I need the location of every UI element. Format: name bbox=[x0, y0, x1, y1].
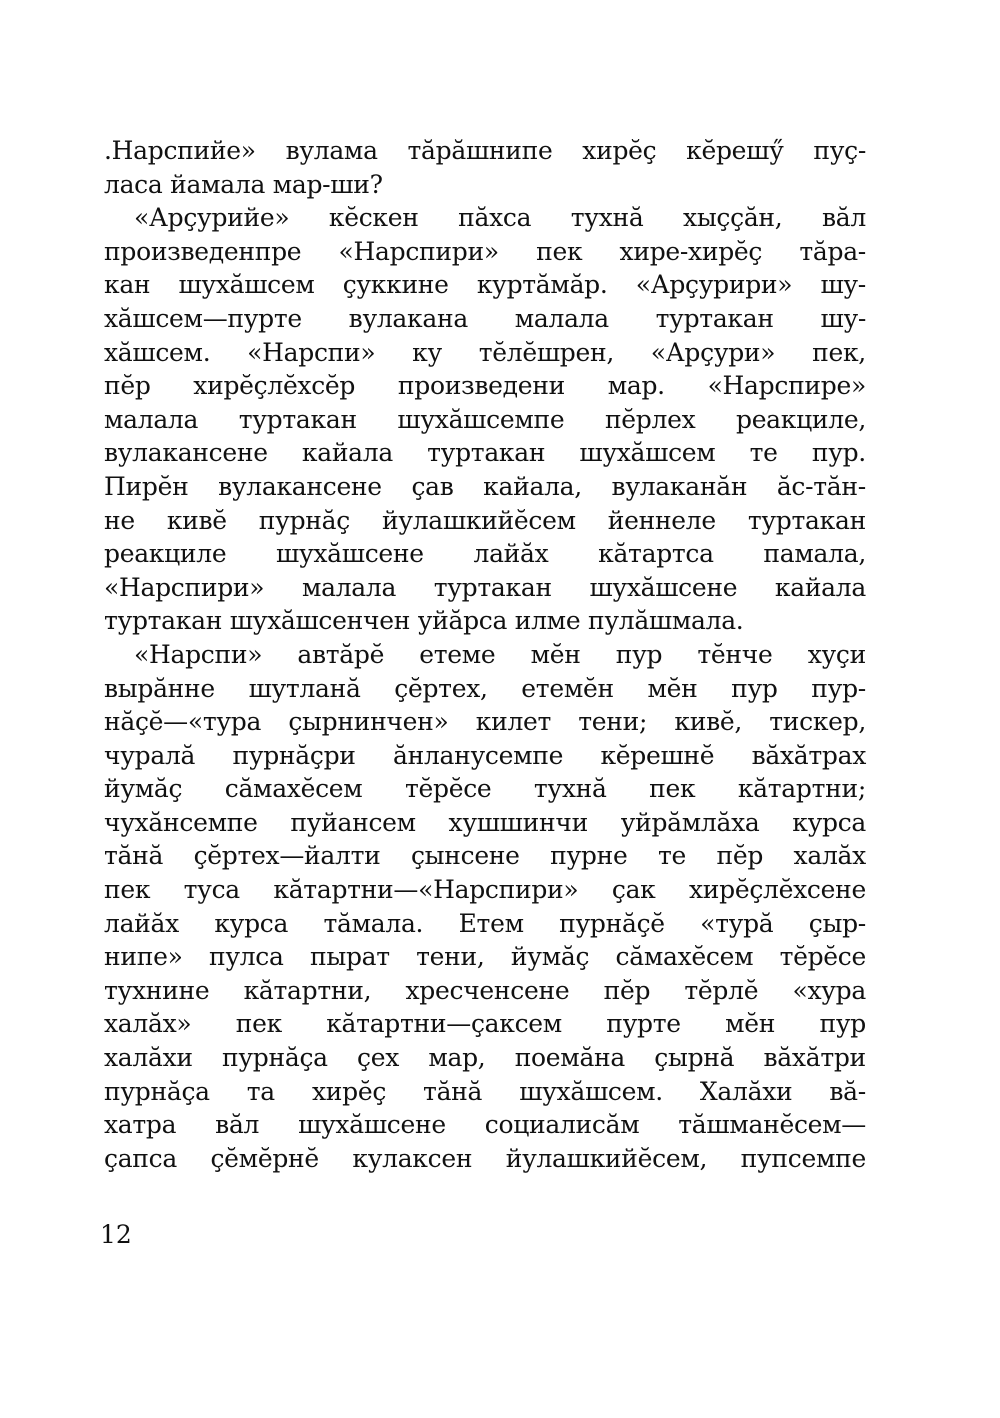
word: йумăç bbox=[104, 774, 183, 804]
word: хресченсене bbox=[405, 975, 570, 1005]
text-line-31 bbox=[104, 1142, 866, 1176]
word: «Нарспире» bbox=[707, 371, 866, 401]
word: ăс-тăн- bbox=[776, 471, 866, 501]
word: çав bbox=[411, 471, 454, 501]
word: мĕн bbox=[725, 1009, 776, 1039]
word: хушшинчи bbox=[448, 807, 588, 837]
text-line-27 bbox=[104, 1007, 866, 1041]
word: ăнланусемпе bbox=[392, 740, 564, 770]
word: халăх bbox=[793, 841, 866, 871]
word: пурнăçĕ bbox=[559, 908, 665, 938]
word: тухнине bbox=[104, 975, 210, 1005]
word: «Нарспи» bbox=[247, 337, 376, 367]
word: кĕрешнĕ bbox=[600, 740, 715, 770]
word: вăл bbox=[821, 203, 866, 233]
word: «Арçурири» bbox=[635, 270, 793, 300]
word: кайала bbox=[774, 572, 866, 602]
word: пек bbox=[235, 1009, 282, 1039]
word: «Арçури» bbox=[650, 337, 776, 367]
word: çех bbox=[357, 1043, 400, 1073]
word: пăхса bbox=[458, 203, 532, 233]
word: пуйансем bbox=[290, 807, 416, 837]
text-line-20 bbox=[104, 772, 866, 806]
word: тени; bbox=[578, 707, 648, 737]
word: нипе» bbox=[104, 942, 183, 972]
word: кăтартни—«Нарспири» bbox=[273, 875, 579, 905]
word: шухăшсем. bbox=[519, 1076, 663, 1106]
word: вулакансене bbox=[218, 471, 382, 501]
text-line-13 bbox=[104, 537, 866, 571]
word: хире-хирĕç bbox=[619, 236, 763, 266]
word: пĕр bbox=[603, 975, 651, 1005]
word: етемĕн bbox=[521, 673, 614, 703]
text-line-10 bbox=[104, 436, 866, 470]
text-line-16 bbox=[104, 638, 866, 672]
word: кивĕ bbox=[166, 505, 227, 535]
word: йеннеле bbox=[607, 505, 716, 535]
word: мĕн bbox=[647, 673, 698, 703]
word: çырнинчен» bbox=[288, 707, 449, 737]
word: шу- bbox=[820, 270, 866, 300]
word: кулаксен bbox=[352, 1143, 473, 1173]
word: тăнă bbox=[104, 841, 164, 871]
text-line-24 bbox=[104, 907, 866, 941]
word: шухăшсене bbox=[276, 539, 424, 569]
word: тискер, bbox=[769, 707, 866, 737]
word: йулашкийĕсем bbox=[381, 505, 576, 535]
word: курса bbox=[792, 807, 866, 837]
word: «Нарспири» bbox=[338, 236, 499, 266]
word: малала bbox=[301, 572, 397, 602]
word: вăл bbox=[215, 1110, 260, 1140]
text-line-14 bbox=[104, 571, 866, 605]
word: пек bbox=[104, 875, 151, 905]
text-line-19 bbox=[104, 739, 866, 773]
word: пур bbox=[819, 1009, 866, 1039]
word: туртакан bbox=[655, 303, 774, 333]
text-line-17 bbox=[104, 672, 866, 706]
word: чухăнсемпе bbox=[104, 807, 258, 837]
word: те bbox=[749, 438, 778, 468]
text-line-9 bbox=[104, 403, 866, 437]
word: лайăх bbox=[473, 539, 549, 569]
word: вă- bbox=[829, 1076, 866, 1106]
word: çĕртех—йалти bbox=[193, 841, 381, 871]
word: тăнă bbox=[423, 1076, 483, 1106]
text-line-21 bbox=[104, 806, 866, 840]
body-text bbox=[104, 134, 866, 1175]
word: тăмала. bbox=[323, 908, 424, 938]
text-line-1 bbox=[104, 134, 866, 168]
word: тĕрĕсе bbox=[404, 774, 492, 804]
word: шу- bbox=[820, 303, 866, 333]
word: пĕр bbox=[716, 841, 764, 871]
word: пек, bbox=[812, 337, 866, 367]
text-line-8 bbox=[104, 369, 866, 403]
word: хатра bbox=[104, 1110, 177, 1140]
word: пурте bbox=[606, 1009, 681, 1039]
word: мĕн bbox=[530, 639, 581, 669]
word: тĕлĕшрен, bbox=[478, 337, 614, 367]
word: пĕрлех bbox=[604, 404, 696, 434]
word: малала bbox=[514, 303, 609, 333]
word: шутланă bbox=[248, 673, 361, 703]
word: вулаканăн bbox=[611, 471, 748, 501]
word: шухăшсемпе bbox=[397, 404, 565, 434]
text-line-30 bbox=[104, 1108, 866, 1142]
word: çырнă bbox=[654, 1043, 735, 1073]
text-line-3 bbox=[104, 201, 866, 235]
word: те bbox=[657, 841, 687, 871]
word: туртакан bbox=[427, 438, 546, 468]
word: тĕрĕсе bbox=[779, 942, 866, 972]
word: пупсемпе bbox=[740, 1143, 866, 1173]
word: пулса bbox=[208, 942, 284, 972]
word: вулакана bbox=[348, 303, 468, 333]
word: кăтартни; bbox=[737, 774, 866, 804]
word: хирĕçлĕхсĕр bbox=[193, 371, 356, 401]
word: туса bbox=[183, 875, 240, 905]
word: произведенпре bbox=[104, 236, 302, 266]
word: лайăх bbox=[104, 908, 179, 938]
word: пурнăçа bbox=[222, 1043, 328, 1073]
word: халăхи bbox=[104, 1043, 193, 1073]
text-line-25 bbox=[104, 940, 866, 974]
word: хирĕçлĕхсене bbox=[688, 875, 866, 905]
word: пур bbox=[731, 673, 778, 703]
word: çĕртех, bbox=[394, 673, 488, 703]
word: куртăмăр. bbox=[476, 270, 608, 300]
word: пур bbox=[615, 639, 663, 669]
word: тĕнче bbox=[697, 639, 773, 669]
word: сăмахĕсем bbox=[224, 774, 363, 804]
word: халăх» bbox=[104, 1009, 192, 1039]
word: «хура bbox=[792, 975, 866, 1005]
word: нăçĕ—«тура bbox=[104, 707, 262, 737]
word: пырат bbox=[309, 942, 390, 972]
line-text: ласа йамала мар-ши? bbox=[104, 169, 383, 199]
text-line-4 bbox=[104, 235, 866, 269]
word: вăхăтрах bbox=[751, 740, 866, 770]
word: вырăнне bbox=[104, 673, 215, 703]
word: кăтартни—çаксем bbox=[326, 1009, 562, 1039]
word: шухăшсене bbox=[298, 1110, 446, 1140]
word: уйрăмлăха bbox=[620, 807, 760, 837]
word: йумăç bbox=[510, 942, 590, 972]
word: хуçи bbox=[807, 639, 866, 669]
word: çапса bbox=[104, 1143, 177, 1173]
text-line-26 bbox=[104, 974, 866, 1008]
word: кан bbox=[104, 270, 151, 300]
word: пурне bbox=[550, 841, 628, 871]
word: çак bbox=[611, 875, 656, 905]
word: хирĕç bbox=[582, 136, 657, 165]
word: чуралă bbox=[104, 740, 196, 770]
word: реакциле, bbox=[735, 404, 866, 434]
word: «турă bbox=[700, 908, 774, 938]
word: пур- bbox=[811, 673, 866, 703]
word: çуккине bbox=[342, 270, 449, 300]
word: та bbox=[246, 1076, 275, 1106]
text-line-12 bbox=[104, 504, 866, 538]
word: шухăшсем bbox=[178, 270, 315, 300]
word: кĕскен bbox=[328, 203, 419, 233]
word: не bbox=[104, 505, 135, 535]
word: пурнăçри bbox=[232, 740, 356, 770]
word: туртакан bbox=[747, 505, 866, 535]
word: туртакан bbox=[238, 404, 357, 434]
word: пурнăç bbox=[258, 505, 350, 535]
word: килет bbox=[475, 707, 552, 737]
text-line-7 bbox=[104, 336, 866, 370]
word: хăшсем. bbox=[104, 337, 211, 367]
word: малала bbox=[104, 404, 199, 434]
word: реакциле bbox=[104, 539, 227, 569]
word: кăтартса bbox=[598, 539, 714, 569]
word: пурнăçа bbox=[104, 1076, 210, 1106]
text-line-23 bbox=[104, 873, 866, 907]
word: йулашкийĕсем, bbox=[505, 1143, 708, 1173]
word: тĕрлĕ bbox=[684, 975, 759, 1005]
word: кĕрешӳ bbox=[686, 136, 784, 165]
word: тухнă bbox=[570, 203, 644, 233]
word: ку bbox=[412, 337, 442, 367]
word: етеме bbox=[419, 639, 496, 669]
word: тăшманĕсем— bbox=[678, 1110, 866, 1140]
word: çыр- bbox=[808, 908, 866, 938]
word: çĕмĕрнĕ bbox=[210, 1143, 319, 1173]
word: кайала bbox=[301, 438, 393, 468]
text-line-2 bbox=[104, 168, 866, 202]
word: пур. bbox=[811, 438, 866, 468]
word: вăхăтри bbox=[763, 1043, 866, 1073]
word: автăрĕ bbox=[297, 639, 385, 669]
word: тухнă bbox=[533, 774, 607, 804]
word: кайала, bbox=[483, 471, 582, 501]
word: Халăхи bbox=[699, 1076, 793, 1106]
word: социалисăм bbox=[484, 1110, 640, 1140]
word: пĕр bbox=[104, 371, 151, 401]
word: «Нарспири» bbox=[104, 572, 265, 602]
word: кивĕ, bbox=[674, 707, 742, 737]
word: Пирĕн bbox=[104, 471, 189, 501]
page-number: 12 bbox=[100, 1220, 132, 1249]
word: хăшсем—пурте bbox=[104, 303, 302, 333]
word: вулама bbox=[285, 136, 378, 165]
word: çынсене bbox=[410, 841, 520, 871]
word: памала, bbox=[763, 539, 866, 569]
word: мар, bbox=[428, 1043, 486, 1073]
text-line-11 bbox=[104, 470, 866, 504]
word: пуç- bbox=[813, 136, 866, 165]
word: «Нарспи» bbox=[134, 639, 263, 669]
text-line-29 bbox=[104, 1075, 866, 1109]
text-line-6 bbox=[104, 302, 866, 336]
line-text: туртакан шухăшсенчен уйăрса илме пулăшмала. bbox=[104, 606, 744, 636]
word: поемăна bbox=[514, 1043, 626, 1073]
word: «Арçурийе» bbox=[134, 203, 290, 233]
text-line-18 bbox=[104, 705, 866, 739]
word: пек bbox=[649, 774, 696, 804]
word: тăра- bbox=[799, 236, 866, 266]
word: шухăшсене bbox=[589, 572, 738, 602]
word: хыççăн, bbox=[683, 203, 783, 233]
word: Етем bbox=[458, 908, 524, 938]
word: пек bbox=[536, 236, 583, 266]
word: курса bbox=[214, 908, 289, 938]
word: тени, bbox=[416, 942, 485, 972]
word: шухăшсем bbox=[579, 438, 716, 468]
text-line-15 bbox=[104, 604, 866, 638]
word: произведени bbox=[397, 371, 565, 401]
word: .Нарспийе» bbox=[104, 136, 256, 165]
word: туртакан bbox=[433, 572, 552, 602]
text-line-5 bbox=[104, 268, 866, 302]
word: мар. bbox=[607, 371, 665, 401]
word: кăтартни, bbox=[243, 975, 372, 1005]
word: сăмахĕсем bbox=[615, 942, 754, 972]
word: хирĕç bbox=[311, 1076, 387, 1106]
text-line-28 bbox=[104, 1041, 866, 1075]
text-line-22 bbox=[104, 839, 866, 873]
word: тăрăшнипе bbox=[407, 136, 553, 165]
word: вулакансене bbox=[104, 438, 268, 468]
